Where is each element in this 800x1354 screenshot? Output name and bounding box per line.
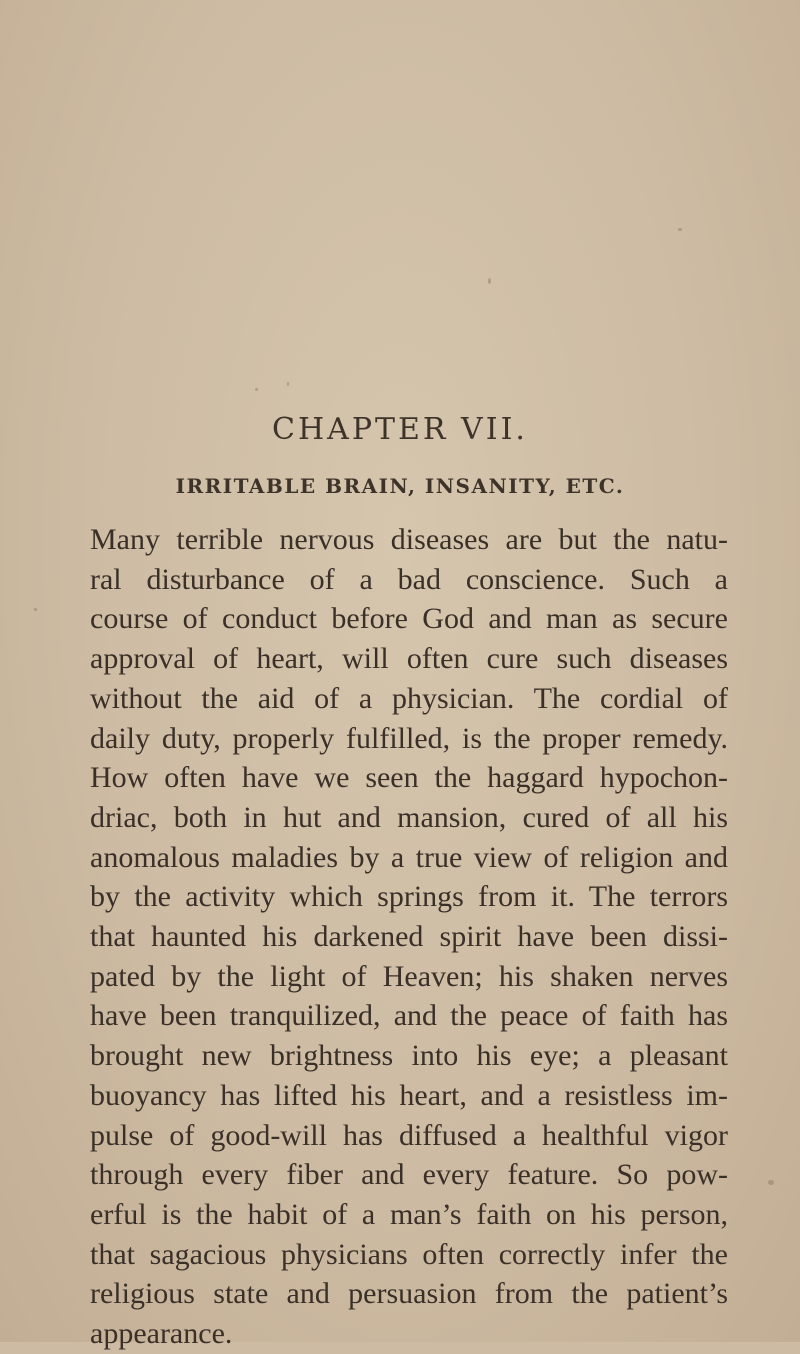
text-line: approval of heart, will often cure such diseases (90, 642, 728, 676)
text-line: religious state and persuasion from the patient’s (90, 1277, 728, 1311)
paper-speck (768, 1180, 774, 1185)
paper-speck (34, 608, 37, 611)
text-line: Many terrible nervous diseases are but the natu- (90, 523, 728, 556)
text-line: that haunted his darkened spirit have been dissi- (90, 920, 728, 954)
chapter-subtitle: IRRITABLE BRAIN, INSANITY, ETC. (175, 474, 625, 498)
paper-speck (255, 388, 258, 391)
text-line: buoyancy has lifted his heart, and a resistless im- (90, 1078, 728, 1112)
text-line: daily duty, properly fulfilled, is the proper remedy. (90, 721, 728, 755)
text-line: that sagacious physicians often correctly infer the (90, 1237, 728, 1271)
text-line: brought new brightness into his eye; a pleasant (90, 1039, 728, 1073)
text-line: driac, both in hut and mansion, cured of all his (90, 800, 728, 834)
text-line: pulse of good-will has diffused a healthful vigor (90, 1118, 728, 1152)
paper-speck (488, 278, 491, 284)
text-line: erful is the habit of a man’s faith on his person, (90, 1197, 728, 1231)
text-line: have been tranquilized, and the peace of faith has (90, 999, 728, 1033)
text-line: course of conduct before God and man as secure (90, 602, 728, 636)
text-line: through every fiber and every feature. So pow- (90, 1158, 728, 1192)
text-line: appearance. (90, 1317, 233, 1351)
paper-speck (678, 228, 682, 231)
paper-speck (287, 382, 289, 386)
text-line: anomalous maladies by a true view of religion and (90, 840, 728, 874)
text-line: How often have we seen the haggard hypochon- (90, 761, 728, 795)
text-line: by the activity which springs from it. The terrors (90, 880, 728, 914)
text-line: without the aid of a physician. The cordial of (90, 681, 728, 715)
text-line: ral disturbance of a bad conscience. Such a (90, 562, 728, 596)
body-paragraph (90, 520, 728, 1354)
chapter-title: CHAPTER VII. (272, 412, 528, 447)
text-line: pated by the light of Heaven; his shaken nerves (90, 959, 728, 993)
